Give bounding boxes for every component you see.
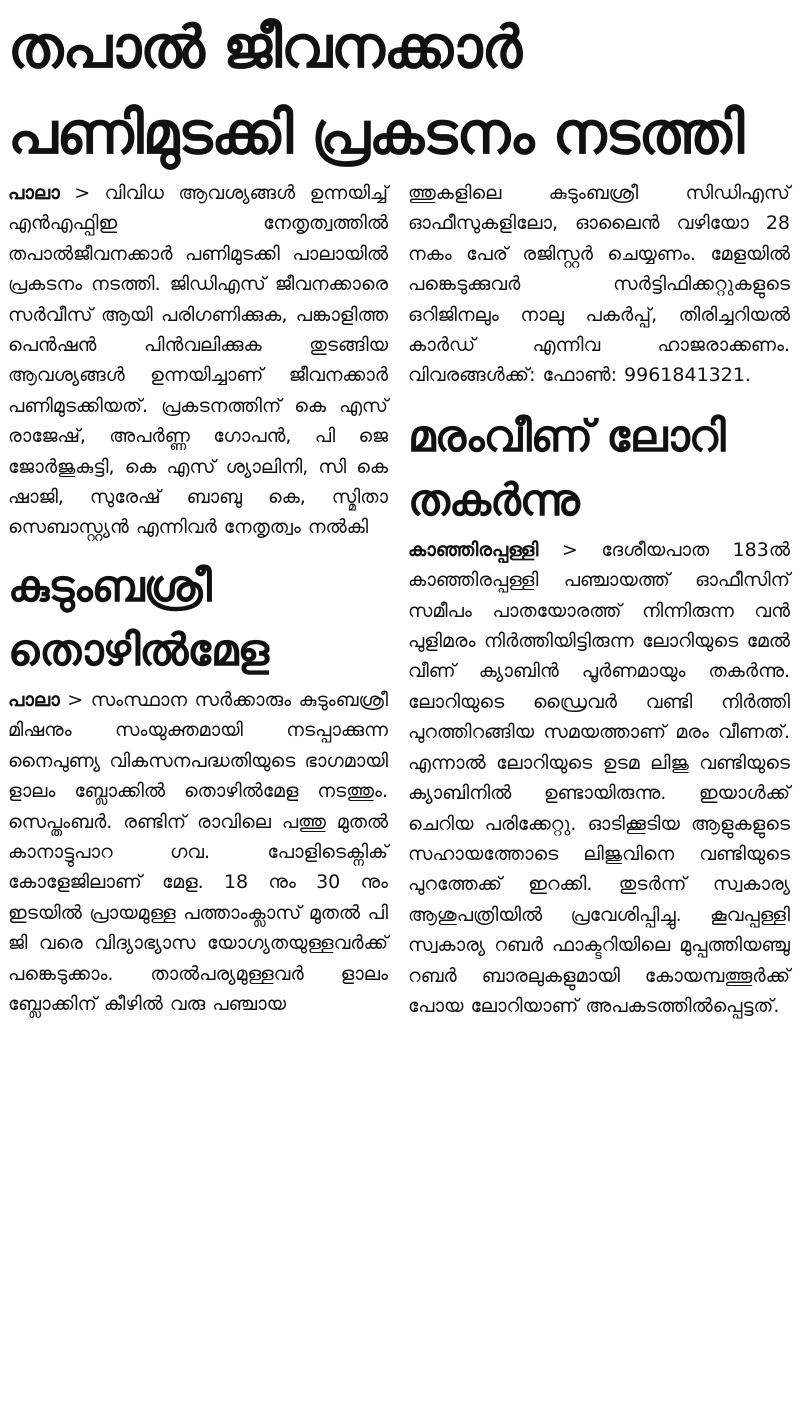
- body-text: ദേശീയപാത 183ൽ കാഞ്ഞിരപ്പള്ളി പഞ്ചായത്ത് ഓഫീസിന് സമീപം പാതയോരത്ത് നിന്നിരുന്ന വൻ പുളിമരം നിർത്തിയിട്ടിരുന്ന ലോറിയുടെ മേൽ വീണ് ക്യാബിൻ പൂർണമായും തകർന്നു. ലോറിയുടെ ഡ്രൈവർ വണ്ടി നിർത്തി പുറത്തിറങ്ങിയ സമയത്താണ് മരം വീണത്. എന്നാൽ ലോറിയുടെ ഉടമ ലിജു വണ്ടിയുടെ ക്യാബിനിൽ ഉണ്ടായിരുന്നു. ഇയാൾക്ക് ചെറിയ പരിക്കേറ്റു. ഓടിക്കൂടിയ ആളുകളുടെ സഹായത്തോടെ ലിജുവിനെ വണ്ടിയുടെ പുറത്തേക്ക് ഇറക്കി. തുടർന്ന് സ്വകാര്യ ആശുപത്രിയിൽ പ്രവേശിപ്പിച്ചു. കൂവപ്പള്ളി സ്വകാര്യ റബർ ഫാക്ടറിയിലെ മുപ്പത്തിയഞ്ചു റബർ ബാരലുകളുമായി കോയമ്പത്തൂർക്ക് പോയ ലോറിയാണ് അപകടത്തിൽപ്പെട്ടത്.: [408, 538, 790, 1017]
- right-column: [408, 178, 790, 1021]
- article-postal-strike-headline: [0, 0, 800, 172]
- body-text: സംസ്ഥാന സർക്കാരും കുടുംബശ്രീ മിഷനും സംയുക്തമായി നടപ്പാക്കുന്ന നൈപുണ്യ വികസനപദ്ധതിയുടെ ഭാഗമായി ളാലം ബ്ലോക്കിൽ തൊഴിൽമേള നടത്തും. സെപ്തംബർ. രണ്ടിന് രാവിലെ പത്തു മുതൽ കാനാട്ടുപാറ ഗവ. പോളിടെക്നിക് കോളേജിലാണ് മേള. 18 നും 30 നും ഇടയിൽ പ്രായമുള്ള പത്താംക്ലാസ് മുതൽ പി ജി വരെ വിദ്യാഭ്യാസ യോഗ്യതയുള്ളവർക്ക് പങ്കെടുക്കാം. താൽപര്യമുള്ളവർ ളാലം ബ്ലോക്കിന് കീഴിൽ വരു പഞ്ചായ: [8, 688, 388, 1015]
- dateline-separator: >: [59, 688, 91, 711]
- article-job-fair-headline: [8, 551, 388, 685]
- dateline: കാഞ്ഞിരപ്പള്ളി: [408, 538, 539, 561]
- dateline: പാലാ: [8, 688, 60, 711]
- dateline: പാലാ: [8, 182, 60, 204]
- article-job-fair-body: [8, 685, 388, 1019]
- headline-line-1: തപാൽ ജീവനക്കാർ: [8, 13, 522, 81]
- headline-line-2: തകർന്നു: [408, 474, 579, 526]
- headline-line-1: കുടുംബശ്രീ: [8, 560, 211, 612]
- article-job-fair-body-continued: ത്തുകളിലെ കുടുംബശ്രീ സിഡിഎസ് ഓഫീസുകളിലോ, ഓലൈൻ വഴിയോ 28 നകം പേര് രജിസ്റ്റർ ചെയ്യണം. മേളയിൽ പങ്കെടുക്കുവർ സർട്ടിഫിക്കറ്റുകളുടെ ഒറിജിനലും നാലു പകർപ്പ്, തിരിച്ചറിയൽ കാർഡ് എന്നിവ ഹാജരാക്കണം. വിവരങ്ങൾക്ക്: ഫോൺ: 9961841321.: [408, 182, 790, 387]
- article-tree-fall-headline: [408, 401, 790, 535]
- dateline-separator: >: [538, 538, 602, 561]
- dateline-separator: >: [59, 182, 105, 204]
- headline-line-2: തൊഴിൽമേള: [8, 624, 269, 676]
- headline-line-2: പണിമുടക്കി പ്രകടനം നടത്തി: [8, 99, 744, 167]
- article-postal-strike-body: [8, 178, 388, 543]
- article-tree-fall-body: [408, 535, 790, 1022]
- headline-line-1: മരംവീണ് ലോറി: [408, 410, 725, 462]
- left-column: [8, 178, 388, 1019]
- body-text: വിവിധ ആവശ്യങ്ങൾ ഉന്നയിച്ച് എൻഎഫ്പിഇ നേതൃത്വത്തിൽ തപാൽജീവനക്കാർ പണിമുടക്കി പാലായിൽ പ്രകടനം നടത്തി. ജിഡിഎസ് ജീവനക്കാരെ സർവീസ് ആയി പരിഗണിക്കുക, പങ്കാളിത്ത പെൻഷൻ പിൻവലിക്കുക തുടങ്ങിയ ആവശ്യങ്ങൾ ഉന്നയിച്ചാണ് ജീവനക്കാർ പണിമുടക്കിയത്. പ്രകടനത്തിന് കെ എസ് രാജേഷ്, അപർണ്ണ ഗോപൻ, പി ജെ ജോർജുകുട്ടി, കെ എസ് ശ്യാലിനി, സി കെ ഷാജി, സുരേഷ് ബാബു കെ, സ്മിതാ സെബാസ്റ്റ്യൻ എന്നിവർ നേതൃത്വം നൽകി: [8, 182, 388, 539]
